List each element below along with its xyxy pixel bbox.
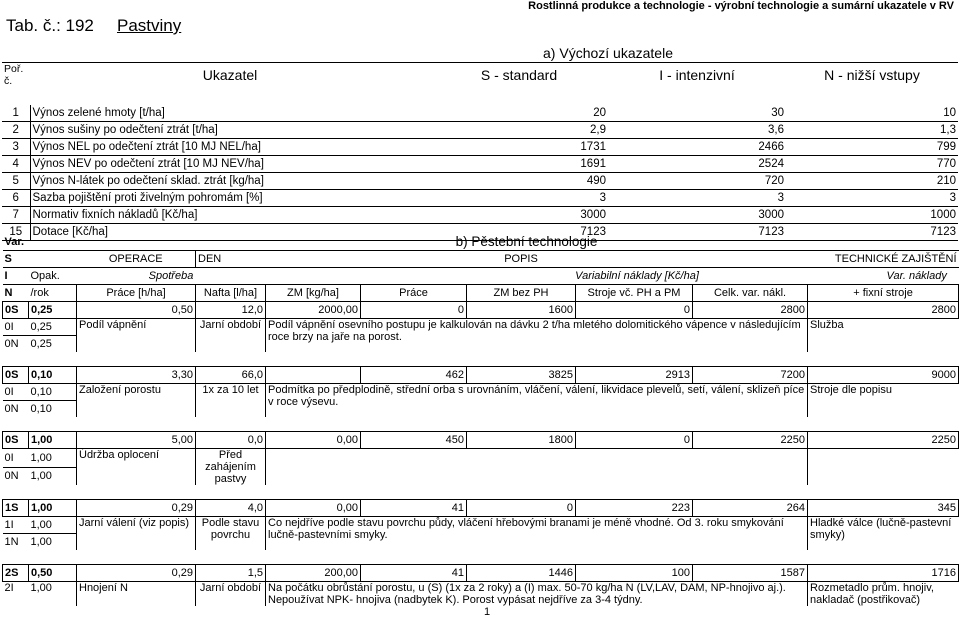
value-s: 3 [430, 190, 608, 207]
row-label: Výnos sušiny po odečtení ztrát [t/ha] [30, 122, 430, 139]
operation-den: Jarní období [196, 582, 266, 607]
operation-tech: Hladké válce (lučně-pastevní smyky) [808, 517, 959, 551]
value-prace: 41 [361, 500, 467, 517]
value-prace-h: 0,29 [77, 565, 196, 582]
header-por-c: Poř. č. [2, 63, 30, 88]
value-var-fix: 1716 [808, 565, 959, 582]
opak-s: 0,25 [29, 302, 77, 319]
header-prace-h: Práce [h/ha] [77, 285, 196, 302]
section-b-title: b) Pěstební technologie [455, 234, 598, 249]
value-zm: 0,00 [266, 432, 361, 449]
value-zm-bez-ph: 1800 [467, 432, 576, 449]
var-code-i: 0I [4, 386, 14, 398]
var-code-s: 0S [3, 432, 29, 449]
var-code-s: 1S [3, 500, 29, 517]
operation-popis [266, 449, 808, 486]
operation-popis: Podmítka po předplodině, střední orba s urovnáním, vláčení, válení, likvidace plevelů, setí, válení, sklizeň píce v roce výsevu. [266, 384, 808, 418]
value-stroje: 0 [576, 302, 693, 319]
header-variabilni-naklady: Variabilní náklady [Kč/ha] [467, 268, 808, 285]
value-prace: 41 [361, 565, 467, 582]
header-ukazatel: Ukazatel [30, 63, 430, 88]
value-n: 7123 [786, 224, 958, 241]
header-s-standard: S - standard [430, 63, 608, 88]
row-number: 2 [2, 122, 30, 139]
operation-tech: Rozmetadlo prům. hnojiv, nakladač (postřikovač) [808, 582, 959, 607]
value-prace-h: 5,00 [77, 432, 196, 449]
value-n: 799 [786, 139, 958, 156]
var-code-i: 1I [4, 519, 14, 531]
header-fixni-stroje: + fixní stroje [808, 285, 959, 302]
header-var-naklady: Var. náklady [885, 268, 959, 285]
operation-popis: Podíl vápnění osevního postupu je kalkulován na dávku 2 t/ha mletého dolomitického vápence v následujícím roce brzy na jaře na porost. [266, 319, 808, 353]
table-row [2, 207, 958, 224]
header-n: N [3, 285, 29, 302]
value-s: 7123 [430, 224, 608, 241]
value-n: 1000 [786, 207, 958, 224]
value-s: 20 [430, 105, 608, 122]
value-nafta: 4,0 [196, 500, 266, 517]
value-s: 2,9 [430, 122, 608, 139]
value-n: 10 [786, 105, 958, 122]
operation-den: Podle stavu povrchu [196, 517, 266, 551]
var-code-s: 0S [3, 302, 29, 319]
operation-den: Jarní období [196, 319, 266, 353]
value-celk: 264 [693, 500, 808, 517]
value-nafta: 1,5 [196, 565, 266, 582]
page-number: 1 [484, 606, 491, 618]
value-s: 490 [430, 173, 608, 190]
operation-tech: Stroje dle popisu [808, 384, 959, 418]
header-operace: OPERACE [77, 251, 196, 268]
value-s: 1731 [430, 139, 608, 156]
table-row [2, 122, 958, 139]
row-number: 4 [2, 156, 30, 173]
var-code-n: 0N [3, 336, 29, 353]
var-code-i: 0I [4, 451, 14, 464]
header-prace: Práce [361, 285, 467, 302]
value-zm-bez-ph: 1446 [467, 565, 576, 582]
value-stroje: 0 [576, 432, 693, 449]
value-i: 2524 [608, 156, 786, 173]
opak-i: 1,00 [30, 519, 52, 531]
operation-name: Podíl vápnění [77, 319, 196, 353]
table-vychozi-ukazatele [2, 44, 958, 241]
operation-row-i [3, 384, 959, 401]
table-row [2, 139, 958, 156]
table-row [2, 156, 958, 173]
operation-name: Hnojení N [77, 582, 196, 607]
operation-tech [808, 449, 959, 486]
value-zm: 0,00 [266, 500, 361, 517]
opak-n: 0,10 [29, 401, 77, 418]
value-n: 1,3 [786, 122, 958, 139]
value-prace: 450 [361, 432, 467, 449]
header-s: S [3, 251, 29, 268]
value-prace-h: 3,30 [77, 367, 196, 384]
row-number: 15 [2, 224, 30, 241]
value-var-fix: 2250 [808, 432, 959, 449]
row-number: 3 [2, 139, 30, 156]
row-label: Sazba pojištění proti živelným pohromám [%] [30, 190, 430, 207]
header-n-nizsi-vstupy: N - nižší vstupy [786, 63, 958, 88]
opak-i: 0,10 [30, 386, 52, 398]
table-row [2, 173, 958, 190]
value-celk: 7200 [693, 367, 808, 384]
operation-row-s [3, 367, 959, 384]
opak-i: 1,00 [30, 582, 52, 594]
operation-den: 1x za 10 let [196, 384, 266, 418]
header-nafta: Nafta [l/ha] [196, 285, 266, 302]
value-n: 210 [786, 173, 958, 190]
operation-row-i [3, 517, 959, 534]
value-s: 1691 [430, 156, 608, 173]
header-technicke-zajisteni: TECHNICKÉ ZAJIŠTĚNÍ [808, 251, 959, 268]
value-var-fix: 345 [808, 500, 959, 517]
document-heading: Rostlinná produkce a technologie - výrobní technologie a sumární ukazatele v RV [528, 0, 954, 12]
table-pestebni-technologie [2, 234, 959, 606]
operation-popis: Na počátku obrůstání porostu, u (S) (1x za 2 roky) a (I) max. 50-70 kg/ha N (LV,LAV, DAM, NP-hnojivo aj.). Nepoužívat NPK- hnojiva (nadbytek K). Porost vypásat nejdříve za 3-4 týdny. [266, 582, 808, 607]
row-label: Výnos zelené hmoty [t/ha] [30, 105, 430, 122]
value-celk: 1587 [693, 565, 808, 582]
header-celk-var-nakl: Celk. var. nákl. [693, 285, 808, 302]
header-rok: /rok [29, 285, 77, 302]
opak-s: 0,50 [29, 565, 77, 582]
operation-row-s [3, 432, 959, 449]
value-prace: 462 [361, 367, 467, 384]
header-stroje: Stroje vč. PH a PM [576, 285, 693, 302]
value-stroje: 2913 [576, 367, 693, 384]
operation-tech: Služba [808, 319, 959, 353]
row-number: 6 [2, 190, 30, 207]
value-prace-h: 0,29 [77, 500, 196, 517]
value-i: 720 [608, 173, 786, 190]
opak-s: 1,00 [29, 500, 77, 517]
value-prace-h: 0,50 [77, 302, 196, 319]
row-label: Výnos NEV po odečtení ztrát [10 MJ NEV/ha] [30, 156, 430, 173]
value-i: 30 [608, 105, 786, 122]
value-zm-bez-ph: 0 [467, 500, 576, 517]
opak-n: 1,00 [29, 534, 77, 551]
operation-name: Jarní válení (viz popis) [77, 517, 196, 551]
value-var-fix: 9000 [808, 367, 959, 384]
row-number: 1 [2, 105, 30, 122]
value-stroje: 223 [576, 500, 693, 517]
header-popis: POPIS [467, 251, 576, 268]
header-spotreba: Spotřeba [77, 268, 266, 285]
value-i: 2466 [608, 139, 786, 156]
operation-name: Údržba oplocení [77, 449, 196, 486]
tab-title: Pastviny [117, 16, 182, 35]
header-zm: ZM [kg/ha] [266, 285, 361, 302]
header-den: DEN [196, 251, 266, 268]
value-zm: 2000,00 [266, 302, 361, 319]
opak-n: 0,25 [29, 336, 77, 353]
value-zm-bez-ph: 1600 [467, 302, 576, 319]
opak-s: 1,00 [29, 432, 77, 449]
var-code-n: 1N [3, 534, 29, 551]
var-code-s: 0S [3, 367, 29, 384]
value-i: 3 [608, 190, 786, 207]
row-label: Výnos N-látek po odečtení sklad. ztrát [kg/ha] [30, 173, 430, 190]
value-nafta: 0,0 [196, 432, 266, 449]
header-i: I [3, 268, 29, 285]
table-row [2, 190, 958, 207]
value-prace: 0 [361, 302, 467, 319]
opak-i: 0,25 [30, 321, 52, 333]
tab-number: Tab. č.: 192 [6, 16, 94, 35]
operation-row-s [3, 565, 959, 582]
opak-i: 1,00 [30, 451, 52, 464]
value-i: 3,6 [608, 122, 786, 139]
var-code-n: 0N [3, 467, 29, 485]
header-var: Var. [4, 236, 25, 248]
row-label: Normativ fixních nákladů [Kč/ha] [30, 207, 430, 224]
value-s: 3000 [430, 207, 608, 224]
value-n: 770 [786, 156, 958, 173]
header-opak: Opak. [29, 268, 77, 285]
value-zm [266, 367, 361, 384]
section-a-title: a) Výchozí ukazatele [543, 45, 673, 61]
value-celk: 2800 [693, 302, 808, 319]
row-label: Výnos NEL po odečtení ztrát [10 MJ NEL/ha] [30, 139, 430, 156]
value-i: 3000 [608, 207, 786, 224]
value-stroje: 100 [576, 565, 693, 582]
var-code-s: 2S [3, 565, 29, 582]
row-label: Dotace [Kč/ha] [30, 224, 430, 241]
value-i: 7123 [608, 224, 786, 241]
opak-n: 1,00 [29, 467, 77, 485]
value-var-fix: 2800 [808, 302, 959, 319]
header-zm-bez-ph: ZM bez PH [467, 285, 576, 302]
value-celk: 2250 [693, 432, 808, 449]
operation-name: Založení porostu [77, 384, 196, 418]
opak-s: 0,10 [29, 367, 77, 384]
operation-popis: Co nejdříve podle stavu povrchu půdy, vláčení hřebovými branami je méně vhodné. Od 3. roku smykování lučně-pastevními smyky. [266, 517, 808, 551]
operation-row-i [3, 449, 959, 468]
var-code-n: 0N [3, 401, 29, 418]
row-number: 7 [2, 207, 30, 224]
header-i-intenzivni: I - intenzivní [608, 63, 786, 88]
value-zm-bez-ph: 3825 [467, 367, 576, 384]
var-code-i: 0I [4, 321, 14, 333]
operation-row-i [3, 319, 959, 336]
operation-row-s [3, 500, 959, 517]
value-zm: 200,00 [266, 565, 361, 582]
operation-row-s [3, 302, 959, 319]
var-code-i: 2I [4, 582, 14, 594]
value-nafta: 12,0 [196, 302, 266, 319]
table-row [2, 105, 958, 122]
row-number: 5 [2, 173, 30, 190]
value-nafta: 66,0 [196, 367, 266, 384]
value-n: 3 [786, 190, 958, 207]
operation-den: Před zahájením pastvy [196, 449, 266, 486]
operation-row-i [3, 582, 959, 607]
